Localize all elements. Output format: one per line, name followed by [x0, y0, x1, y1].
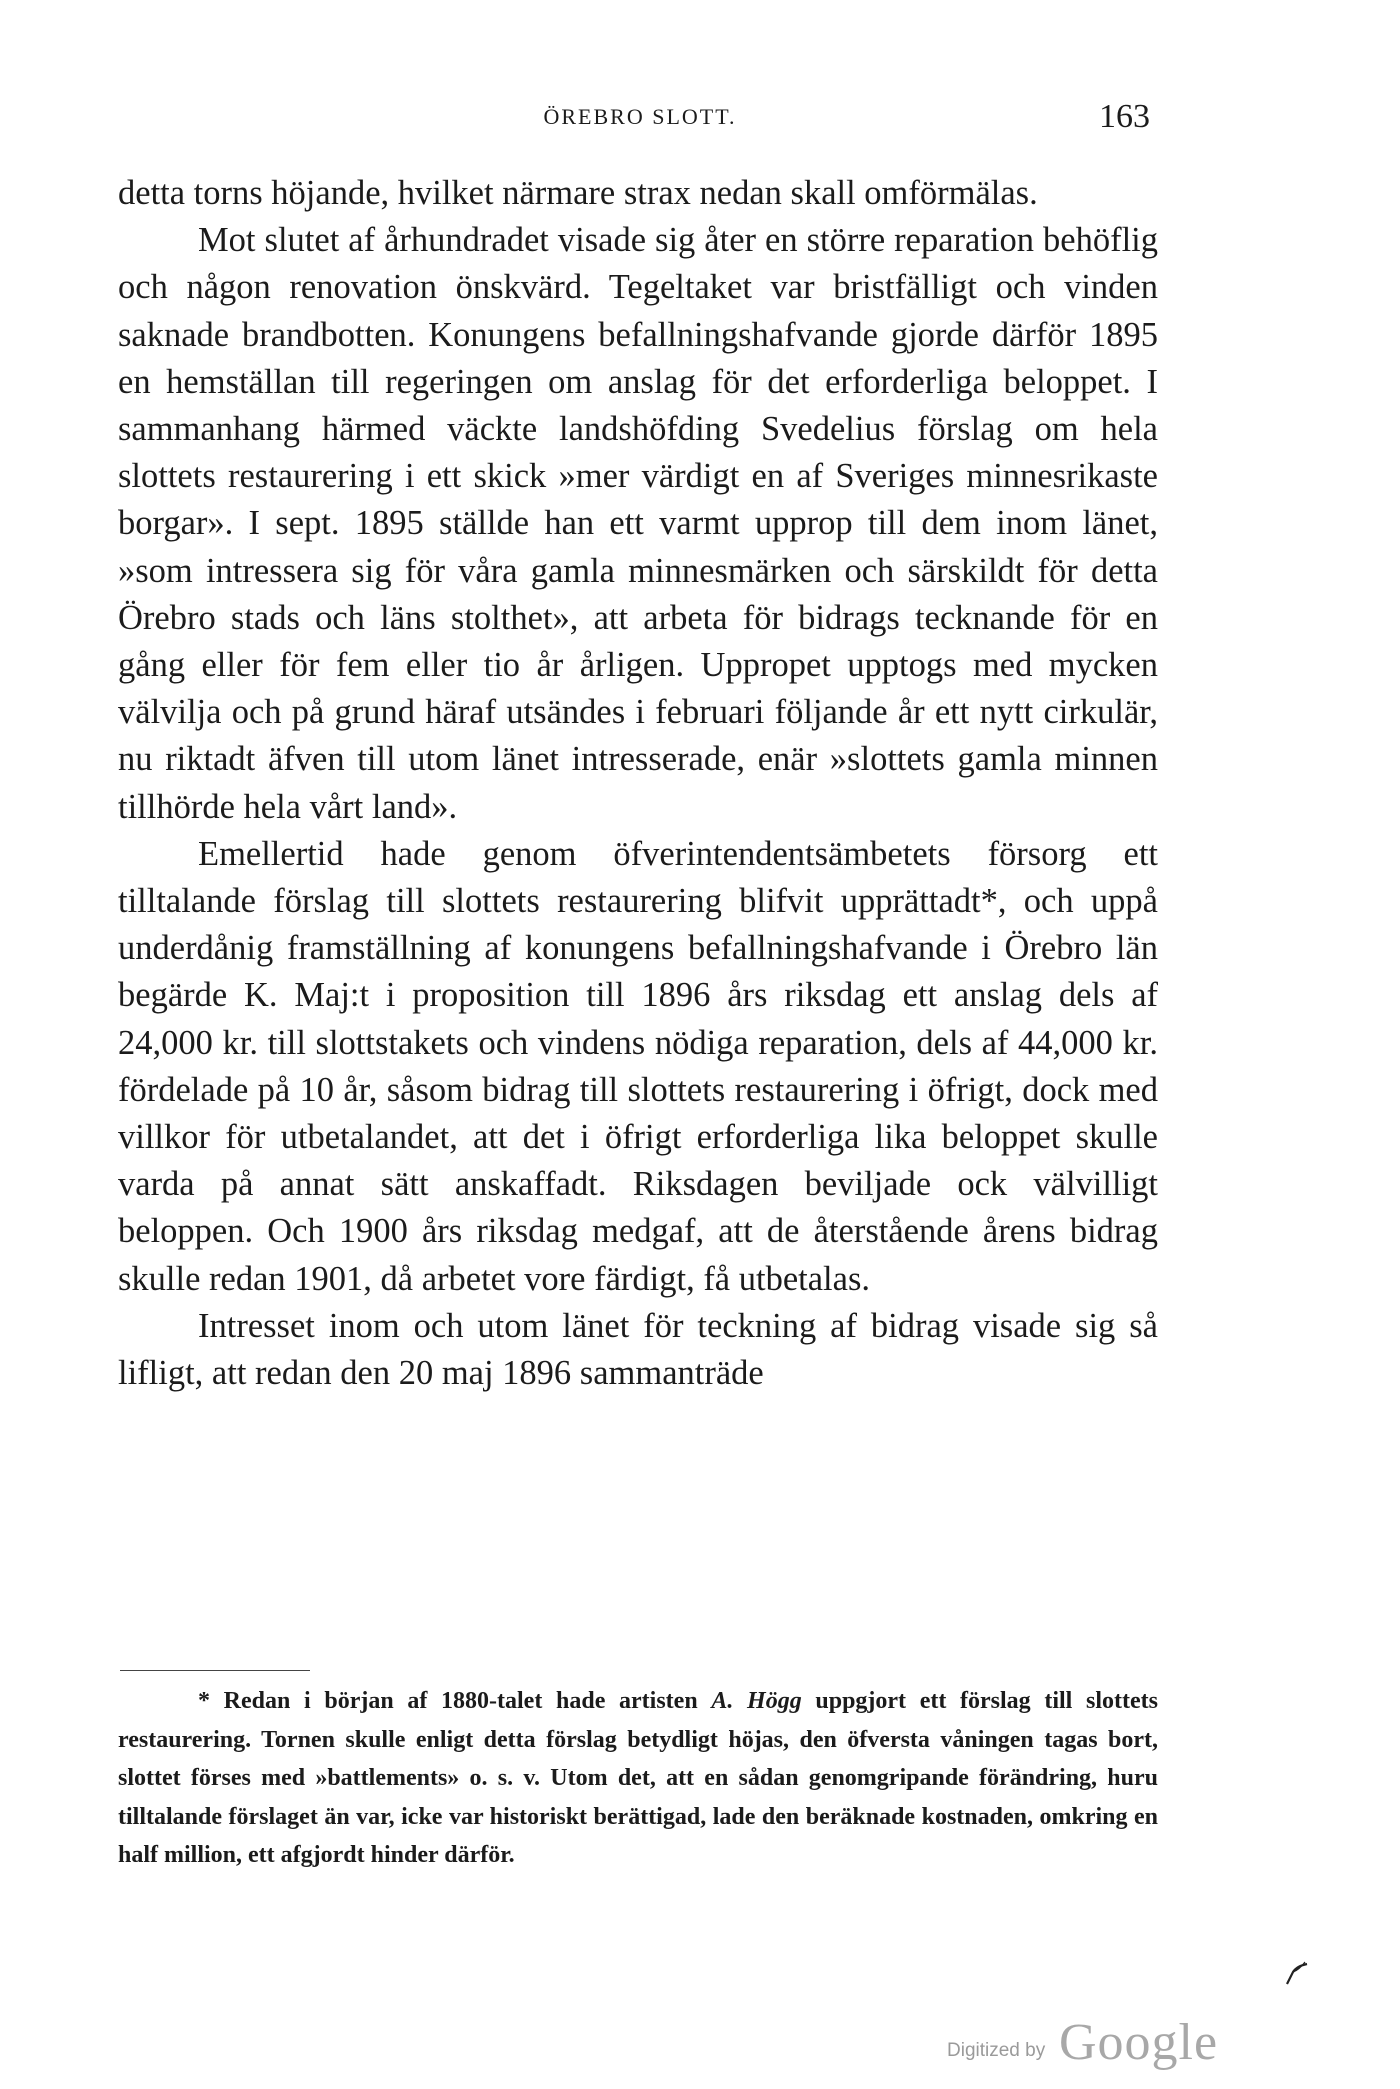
footnote [118, 1682, 1158, 1875]
footnote-text-start: Redan i början af 1880-talet hade artisten [210, 1688, 712, 1714]
paragraph: Mot slutet af århundradet visade sig åter en större reparation behöflig och någon renovation önskvärd. Tegeltaket var bristfälligt och vinden saknade brandbotten. Konungens befallningshafvande gjorde därför 1895 en hemställan till regeringen om anslag för det erforderliga beloppet. I sammanhang härmed väckte landshöfding Svedelius förslag om hela slottets restaurering i ett skick »mer värdigt en af Sveriges minnesrikaste borgar». I sept. 1895 ställde han ett varmt upprop till dem inom länet, »som intressera sig för våra gamla minnesmärken och särskildt för detta Örebro stads och läns stolthet», att arbeta för bidrags tecknande för en gång eller för fem eller tio år årligen. Uppropet upptogs med mycken välvilja och på grund häraf utsändes i februari följande år ett nytt cirkulär, nu riktadt äfven till utom länet intresserade, enär »slottets gamla minnen tillhörde hela vårt land». [118, 221, 1158, 826]
page-number: 163 [1099, 98, 1150, 135]
body-text [118, 170, 1158, 1397]
footnote-rule [120, 1670, 310, 1671]
paragraph: Emellertid hade genom öfverintendentsämbetets försorg ett tilltalande förslag till slottets restaurering blifvit upprättadt*, och uppå underdånig framställning af konungens befallningshafvande i Örebro län begärde K. Maj:t i proposition till 1896 års riksdag ett anslag dels af 24,000 kr. till slottstakets och vindens nödiga reparation, dels af 44,000 kr. fördelade på 10 år, såsom bidrag till slottets restaurering i öfrigt, dock med villkor för utbetalandet, att det i öfrigt erforderliga lika beloppet skulle varda på annat sätt anskaffadt. Riksdagen beviljade ock välvilligt beloppen. Och 1900 års riksdag medgaf, att de återstående årens bidrag skulle redan 1901, då arbetet vore färdigt, få utbetalas. [118, 834, 1158, 1298]
footnote-artist-name: A. Högg [711, 1688, 802, 1714]
digitized-watermark [947, 2012, 1237, 2072]
scan-mark [1283, 1958, 1313, 1988]
footnote-mark: * [198, 1688, 210, 1714]
page-header [120, 98, 1160, 138]
watermark-google-logo: Google [1059, 2014, 1219, 2071]
footnote-text [118, 1682, 1158, 1875]
running-head: ÖREBRO SLOTT. [543, 104, 737, 129]
footnote-text-rest: uppgjort ett förslag till slottets restaurering. Tornen skulle enligt detta förslag betydligt höjas, den öfversta våningen tagas bort, slottet förses med »battlements» o. s. v. Utom det, att en sådan genomgripande förändring, huru tilltalande förslaget än var, icke var historiskt berättigad, lade den beräknade kostnaden, omkring en half million, ett afgjordt hinder därför. [118, 1688, 1158, 1869]
paragraph: detta torns höjande, hvilket närmare strax nedan skall omförmälas. [118, 174, 1038, 212]
paragraph: Intresset inom och utom länet för teckning af bidrag visade sig så lifligt, att redan den 20 maj 1896 sammanträde [118, 1306, 1158, 1393]
watermark-digitized-by: Digitized by [947, 2040, 1046, 2061]
